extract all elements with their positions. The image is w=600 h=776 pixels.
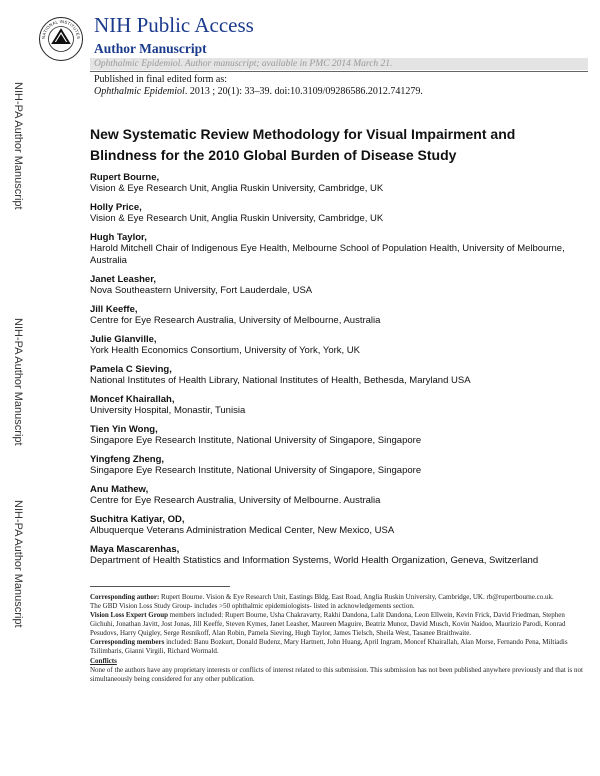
citation-details[interactable]: . 2013 ; 20(1): 33–39. doi:10.3109/09286586.2012.741279. bbox=[184, 86, 423, 97]
author-entry bbox=[90, 364, 580, 387]
footnote-rule bbox=[90, 586, 230, 587]
author-affiliation: Harold Mitchell Chair of Indigenous Eye Health, Melbourne School of Population Health, University of Melbourne, Australia bbox=[90, 243, 565, 266]
author-name: Rupert Bourne, bbox=[90, 172, 160, 183]
side-label-1: NIH-PA Author Manuscript bbox=[12, 82, 24, 210]
author-entry bbox=[90, 172, 580, 195]
author-list bbox=[90, 172, 580, 574]
study-group-note: The GBD Vision Loss Study Group- includes >50 ophthalmic epidemiologists- listed in acknowledgements section. bbox=[90, 602, 415, 610]
author-entry bbox=[90, 424, 580, 447]
author-affiliation: Department of Health Statistics and Information Systems, World Health Organization, Geneva, Switzerland bbox=[90, 555, 539, 566]
author-entry bbox=[90, 394, 580, 417]
author-name: Tien Yin Wong, bbox=[90, 424, 158, 435]
author-name: Jill Keeffe, bbox=[90, 304, 138, 315]
published-label: Published in final edited form as: bbox=[94, 74, 228, 85]
svg-text:NATIONAL INSTITUTES OF HEALTH: NATIONAL INSTITUTES bbox=[40, 18, 82, 40]
header-title: NIH Public Access bbox=[94, 13, 254, 37]
author-entry bbox=[90, 202, 580, 225]
nih-logo bbox=[38, 16, 84, 62]
expert-group-note: Vision Loss Expert Group members included: Rupert Bourne, Usha Chakravarty, Rakhi Dandona, Lalit Dandona, Leon Ellwein, Kevin Frick, David Friedman, Stephen Gichuhi, Jonathan Javitt, Jost Jonas, Jill Keeffe, Steven Kymes, Janet Leasher, Maureen Maguire, Beatriz Munoz, David Musch, Kovin Naidoo, Maurizio Parodi, Konrad Pesudovs, Harry Quigley, Serge Resnikoff, Alan Robin, Pamela Sieving, Hugh Taylor, James Tielsch, Sheila West, Tasanee Braithwaite. bbox=[90, 611, 566, 637]
author-entry bbox=[90, 484, 580, 507]
conflicts-heading: Conflicts bbox=[90, 657, 117, 665]
author-entry bbox=[90, 232, 580, 267]
author-affiliation: National Institutes of Health Library, National Institutes of Health, Bethesda, Maryland USA bbox=[90, 375, 471, 386]
author-entry bbox=[90, 274, 580, 297]
author-entry bbox=[90, 334, 580, 357]
author-affiliation: Nova Southeastern University, Fort Lauderdale, USA bbox=[90, 285, 313, 296]
journal-availability-note: Ophthalmic Epidemiol. Author manuscript; available in PMC 2014 March 21. bbox=[94, 59, 393, 69]
paper-title: New Systematic Review Methodology for Visual Impairment and Blindness for the 2010 Global Burden of Disease Study bbox=[90, 126, 516, 163]
author-name: Holly Price, bbox=[90, 202, 142, 213]
author-affiliation: Singapore Eye Research Institute, National University of Singapore, Singapore bbox=[90, 435, 422, 446]
corresponding-author-note: Corresponding author: Rupert Bourne. Vision & Eye Research Unit, Eastings Bldg, East Road, Anglia Ruskin University, Cambridge, UK. rb@rupertbourne.co.uk. bbox=[90, 593, 554, 601]
author-affiliation: Vision & Eye Research Unit, Anglia Ruskin University, Cambridge, UK bbox=[90, 183, 384, 194]
author-name: Suchitra Katiyar, OD, bbox=[90, 514, 185, 525]
author-entry bbox=[90, 514, 580, 537]
author-affiliation: Singapore Eye Research Institute, National University of Singapore, Singapore bbox=[90, 465, 422, 476]
header-rule bbox=[90, 71, 588, 72]
author-affiliation: York Health Economics Consortium, University of York, York, UK bbox=[90, 345, 360, 356]
author-entry bbox=[90, 304, 580, 327]
author-name: Moncef Khairallah, bbox=[90, 394, 175, 405]
author-name: Anu Mathew, bbox=[90, 484, 149, 495]
author-name: Julie Glanville, bbox=[90, 334, 157, 345]
header-subtitle: Author Manuscript bbox=[94, 41, 207, 56]
side-label-2: NIH-PA Author Manuscript bbox=[12, 318, 24, 446]
author-affiliation: Albuquerque Veterans Administration Medical Center, New Mexico, USA bbox=[90, 525, 395, 536]
corresponding-members-note: Corresponding members included: Banu Bozkurt, Donald Budenz, Mary Hartnett, John Huang, April Ingram, Moncef Khairallah, Alan Morse, Fernando Pena, Miltiadis Tsilimbaris, Gianni Virgili, Richard Wormald. bbox=[90, 638, 568, 655]
author-entry bbox=[90, 544, 580, 567]
conflicts-text: None of the authors have any proprietary interests or conflicts of interest related to this submission. This submission has not been published anywhere previously and that is not simultaneously being considered for any other publication. bbox=[90, 666, 583, 683]
author-name: Maya Mascarenhas, bbox=[90, 544, 180, 555]
author-affiliation: University Hospital, Monastir, Tunisia bbox=[90, 405, 246, 416]
side-label-3: NIH-PA Author Manuscript bbox=[12, 500, 24, 628]
author-affiliation: Centre for Eye Research Australia, University of Melbourne, Australia bbox=[90, 315, 381, 326]
author-name: Yingfeng Zheng, bbox=[90, 454, 165, 465]
author-entry bbox=[90, 454, 580, 477]
author-affiliation: Centre for Eye Research Australia, University of Melbourne. Australia bbox=[90, 495, 381, 506]
author-name: Hugh Taylor, bbox=[90, 232, 147, 243]
author-name: Pamela C Sieving, bbox=[90, 364, 172, 375]
citation bbox=[94, 86, 423, 97]
author-affiliation: Vision & Eye Research Unit, Anglia Ruskin University, Cambridge, UK bbox=[90, 213, 384, 224]
citation-journal: Ophthalmic Epidemiol bbox=[94, 86, 185, 97]
footnotes bbox=[90, 593, 590, 684]
author-name: Janet Leasher, bbox=[90, 274, 157, 285]
